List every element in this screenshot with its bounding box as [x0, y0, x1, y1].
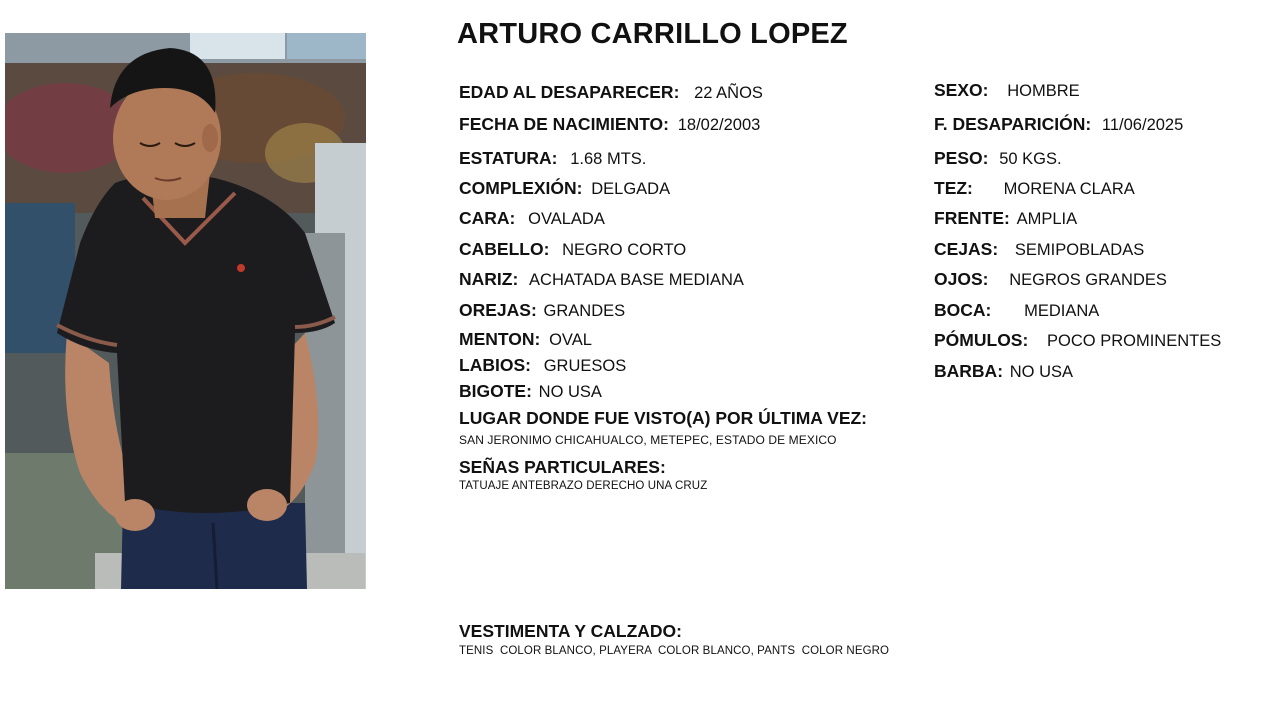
field-value: GRUESOS [543, 357, 627, 375]
field-label: BOCA: [934, 300, 992, 320]
missing-person-photo [5, 33, 366, 589]
last-seen-value: SAN JERONIMO CHICAHUALCO, METEPEC, ESTADO DE MEXICO [459, 433, 837, 447]
field-tez [934, 178, 1135, 199]
field-label: OREJAS: [459, 300, 537, 320]
field-barba [934, 361, 1073, 382]
field-nariz [459, 269, 744, 290]
field-label: LABIOS: [459, 355, 531, 375]
field-value: 1.68 MTS. [570, 150, 647, 168]
field-value: ACHATADA BASE MEDIANA [529, 271, 744, 289]
field-value: 18/02/2003 [677, 116, 761, 134]
field-value: SEMIPOBLADAS [1014, 241, 1145, 259]
field-value: HOMBRE [1007, 82, 1080, 100]
field-value: MEDIANA [1024, 302, 1100, 320]
field-label: COMPLEXIÓN: [459, 178, 583, 198]
field-value: 11/06/2025 [1101, 116, 1184, 134]
field-label: F. DESAPARICIÓN: [934, 114, 1092, 134]
field-label: MENTON: [459, 329, 541, 349]
field-edad [459, 82, 763, 103]
field-cara [459, 208, 605, 229]
field-orejas [459, 300, 625, 321]
field-value: NO USA [538, 383, 602, 401]
field-label: EDAD AL DESAPARECER: [459, 82, 680, 102]
field-boca [934, 300, 1099, 321]
field-complexion [459, 178, 670, 199]
field-label: BARBA: [934, 361, 1004, 381]
field-label: ESTATURA: [459, 148, 558, 168]
field-label: OJOS: [934, 269, 989, 289]
field-label: CEJAS: [934, 239, 999, 259]
particular-marks-value: TATUAJE ANTEBRAZO DERECHO UNA CRUZ [459, 480, 708, 492]
field-label: TEZ: [934, 178, 973, 198]
field-cabello [459, 239, 686, 260]
field-ojos [934, 269, 1167, 290]
field-label: CARA: [459, 208, 516, 228]
field-fecha-nacimiento [459, 114, 760, 135]
field-peso [934, 148, 1062, 169]
field-label: SEXO: [934, 80, 989, 100]
field-value: GRANDES [543, 302, 626, 320]
clothing-label: VESTIMENTA Y CALZADO: [459, 621, 682, 641]
field-label: PESO: [934, 148, 989, 168]
field-estatura [459, 148, 646, 169]
field-value: OVAL [549, 331, 592, 349]
field-frente [934, 208, 1077, 229]
clothing-value: TENIS COLOR BLANCO, PLAYERA COLOR BLANCO, PANTS COLOR NEGRO [459, 645, 890, 657]
field-label: CABELLO: [459, 239, 550, 259]
field-label: FECHA DE NACIMIENTO: [459, 114, 669, 134]
field-value: POCO PROMINENTES [1047, 332, 1222, 350]
field-value: AMPLIA [1016, 210, 1078, 228]
person-name: ARTURO CARRILLO LOPEZ [457, 18, 848, 50]
last-seen-label: LUGAR DONDE FUE VISTO(A) POR ÚLTIMA VEZ: [459, 408, 868, 428]
field-labios [459, 355, 626, 376]
field-value: 22 AÑOS [694, 84, 763, 102]
field-label: FRENTE: [934, 208, 1010, 228]
field-label: NARIZ: [459, 269, 519, 289]
field-value: NO USA [1009, 363, 1074, 381]
field-bigote [459, 381, 602, 402]
field-value: OVALADA [528, 210, 605, 228]
field-label: BIGOTE: [459, 381, 532, 401]
particular-marks-label: SEÑAS PARTICULARES: [459, 457, 666, 477]
field-value: NEGROS GRANDES [1009, 271, 1167, 289]
field-value: DELGADA [591, 180, 671, 198]
field-pomulos [934, 330, 1221, 351]
field-label: PÓMULOS: [934, 330, 1029, 350]
field-sexo [934, 80, 1080, 101]
field-value: 50 KGS. [999, 150, 1062, 168]
field-cejas [934, 239, 1144, 260]
field-value: NEGRO CORTO [562, 241, 687, 259]
field-fecha-desaparicion [934, 114, 1183, 135]
field-menton [459, 329, 592, 350]
field-value: MORENA CLARA [1003, 180, 1135, 198]
